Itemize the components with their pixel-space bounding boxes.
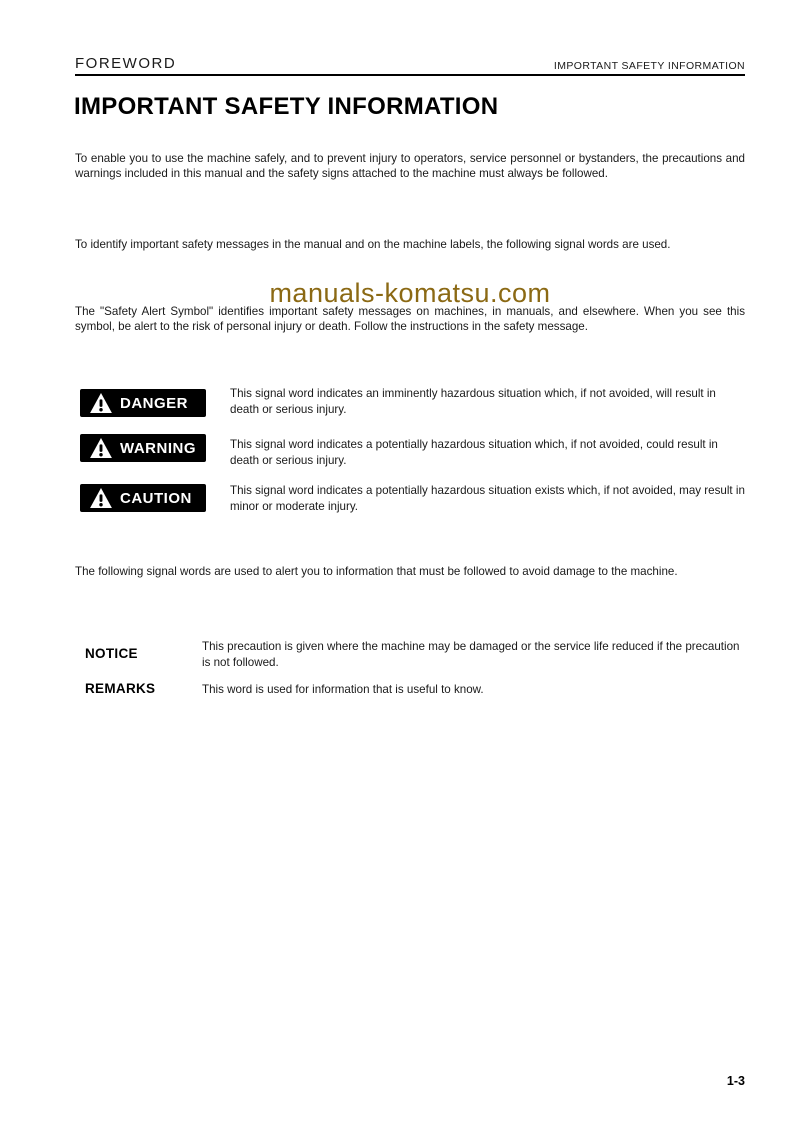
warning-description: This signal word indicates a potentially hazardous situation which, if not avoided, could result in death or serious injury. [230,438,718,467]
safety-alert-triangle-icon [90,488,112,508]
watermark: manuals-komatsu.com [269,278,551,308]
warning-label: WARNING [120,439,196,457]
safety-alert-triangle-icon [90,438,112,458]
page-title: IMPORTANT SAFETY INFORMATION [74,93,499,120]
paragraph-identify-signal-words: To identify important safety messages in the manual and on the machine labels, the following signal words are used. [75,238,671,251]
notice-label: NOTICE [85,646,138,661]
page-number: 1-3 [726,1074,745,1088]
danger-label: DANGER [120,394,189,412]
paragraph-safety-alert-symbol: The "Safety Alert Symbol" identifies important safety messages on machines, in manuals, and elsewhere. When you see this symbol, be alert to the risk of personal injury or death. Follow the instructions in the safety message. [75,305,745,333]
header-section-right: IMPORTANT SAFETY INFORMATION [553,60,745,72]
caution-label: CAUTION [120,489,192,507]
danger-description: This signal word indicates an imminently hazardous situation which, if not avoided, will result in death or serious injury. [230,387,716,416]
caution-description: This signal word indicates a potentially hazardous situation exists which, if not avoided, may result in minor or moderate injury. [230,484,745,513]
warning-badge [80,434,206,462]
danger-badge [80,389,206,417]
notice-description: This precaution is given where the machine may be damaged or the service life reduced if the precaution is not followed. [202,640,740,669]
header-divider [75,74,745,76]
paragraph-following-signal-words: The following signal words are used to alert you to information that must be followed to avoid damage to the machine. [75,565,678,578]
header-section-left: FOREWORD [75,55,177,72]
remarks-label: REMARKS [85,681,156,696]
safety-alert-triangle-icon [90,393,112,413]
remarks-description: This word is used for information that is useful to know. [202,683,484,696]
caution-badge [80,484,206,512]
paragraph-intro: To enable you to use the machine safely, and to prevent injury to operators, service personnel or bystanders, the precautions and warnings included in this manual and the safety signs attached to the machine must always be followed. [75,152,745,180]
